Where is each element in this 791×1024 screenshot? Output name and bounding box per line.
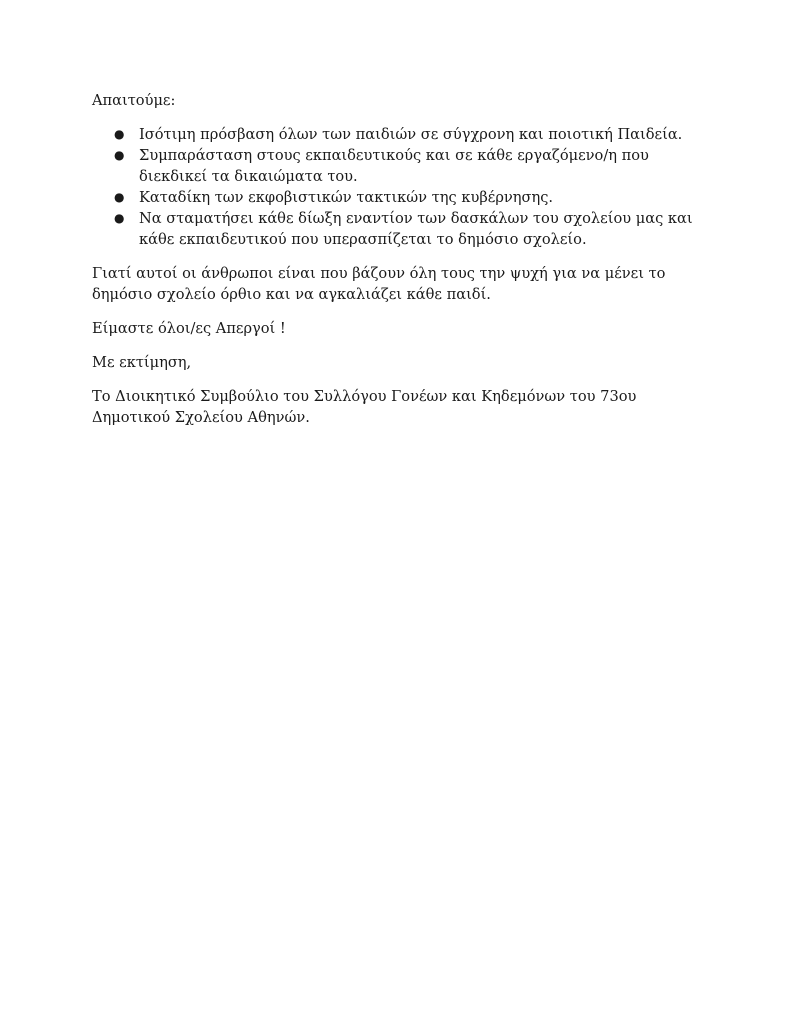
reason-paragraph: Γιατί αυτοί οι άνθρωποι είναι που βάζουν όλη τους την ψυχή για να μένει το δημόσιο σχολείο όρθιο και να αγκαλιάζει κάθε παιδί. <box>92 265 666 303</box>
bullet-icon: ● <box>114 127 125 141</box>
closing-text: Με εκτίμηση, <box>92 354 192 371</box>
demand-text: Συμπαράσταση στους εκπαιδευτικούς και σε κάθε εργαζόμενο/η που διεκδικεί τα δικαιώματα του. <box>139 147 649 185</box>
demand-text: Να σταματήσει κάθε δίωξη εναντίον των δασκάλων του σχολείου μας και κάθε εκπαιδευτικού που υπερασπίζεται το δημόσιο σχολείο. <box>139 210 693 248</box>
list-item <box>92 208 704 250</box>
list-item <box>92 124 704 145</box>
intro-text: Απαιτούμε: <box>92 92 176 109</box>
demand-text: Καταδίκη των εκφοβιστικών τακτικών της κυβέρνησης. <box>139 189 554 206</box>
bullet-icon: ● <box>114 148 125 162</box>
bullet-icon: ● <box>114 211 125 225</box>
signature-text: Το Διοικητικό Συμβούλιο του Συλλόγου Γονέων και Κηδεμόνων του 73ου Δημοτικού Σχολείου Αθηνών. <box>92 388 637 426</box>
list-item <box>92 187 704 208</box>
bullet-icon: ● <box>114 190 125 204</box>
list-item <box>92 145 704 187</box>
demand-text: Ισότιμη πρόσβαση όλων των παιδιών σε σύγχρονη και ποιοτική Παιδεία. <box>139 126 683 143</box>
strike-statement: Είμαστε όλοι/ες Απεργοί ! <box>92 320 286 337</box>
document-page <box>92 90 704 441</box>
demands-list <box>92 124 704 250</box>
